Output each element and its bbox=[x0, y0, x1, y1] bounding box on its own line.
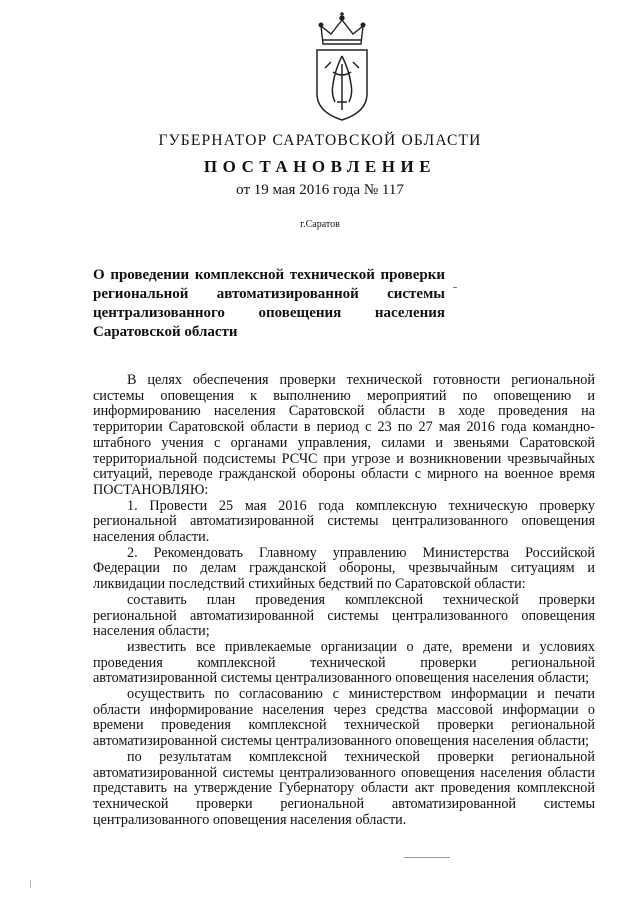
paragraph-subitem-notify: известить все привлекаемые организации о дате, времени и условиях проведения комплексной технической проверки региональной автоматизированной системы централизованного оповещения населения области; bbox=[93, 638, 595, 687]
paragraph-item-1: 1. Провести 25 мая 2016 года комплексную техническую проверку региональной автоматизированной системы централизованного оповещения населения области. bbox=[93, 497, 595, 546]
paragraph-preamble: В целях обеспечения проверки технической готовности региональной системы оповещения к выполнению мероприятий по оповещению и информированию населения Саратовской области в ходе проведения на территории Саратовской области в период с 23 по 27 мая 2016 года командно-штабного учения с органами управления, силами и звеньями Саратовской территориальной подсистемы РСЧС при угрозе и возникновении чрезвычайных ситуаций, переводе гражданской обороны области с мирного на военное время ПОСТАНОВЛЯЮ: bbox=[93, 372, 595, 498]
issuing-authority: ГУБЕРНАТОР САРАТОВСКОЙ ОБЛАСТИ bbox=[158, 132, 482, 149]
document-type-title: ПОСТАНОВЛЕНИЕ bbox=[203, 157, 437, 176]
scan-mark bbox=[404, 857, 450, 858]
paragraph-subitem-inform: осуществить по согласованию с министерством информации и печати области информирование населения через средства массовой информации о времени проведения комплексной технической проверки региональной автоматизированной системы централизованного оповещения населения области; bbox=[93, 686, 595, 750]
scan-mark bbox=[453, 287, 457, 288]
paragraph-item-2: 2. Рекомендовать Главному управлению Министерства Российской Федерации по делам гражданской обороны, чрезвычайным ситуациям и ликвидации последствий стихийных бедствий по Саратовской области: bbox=[93, 544, 595, 593]
scan-mark bbox=[30, 880, 31, 888]
city-label: г.Саратов bbox=[300, 219, 340, 230]
document-subject: О проведении комплексной технической проверки региональной автоматизированной системы централизованного оповещения населения Саратовской области bbox=[93, 267, 445, 340]
paragraph-subitem-plan: составить план проведения комплексной технической проверки региональной автоматизированной системы централизованного оповещения населения области; bbox=[93, 591, 595, 640]
paragraph-subitem-report: по результатам комплексной технической проверки региональной автоматизированной системы централизованного оповещения населения области представить на утверждение Губернатору области акт проведения комплексной технической проверки региональной автоматизированной системы централизованного оповещения населения области. bbox=[93, 748, 595, 828]
crown-icon bbox=[319, 12, 365, 44]
coat-of-arms-icon bbox=[311, 12, 373, 124]
shield-icon bbox=[317, 50, 367, 120]
document-date-number: от 19 мая 2016 года № 117 bbox=[236, 182, 404, 198]
document-body bbox=[93, 373, 595, 828]
